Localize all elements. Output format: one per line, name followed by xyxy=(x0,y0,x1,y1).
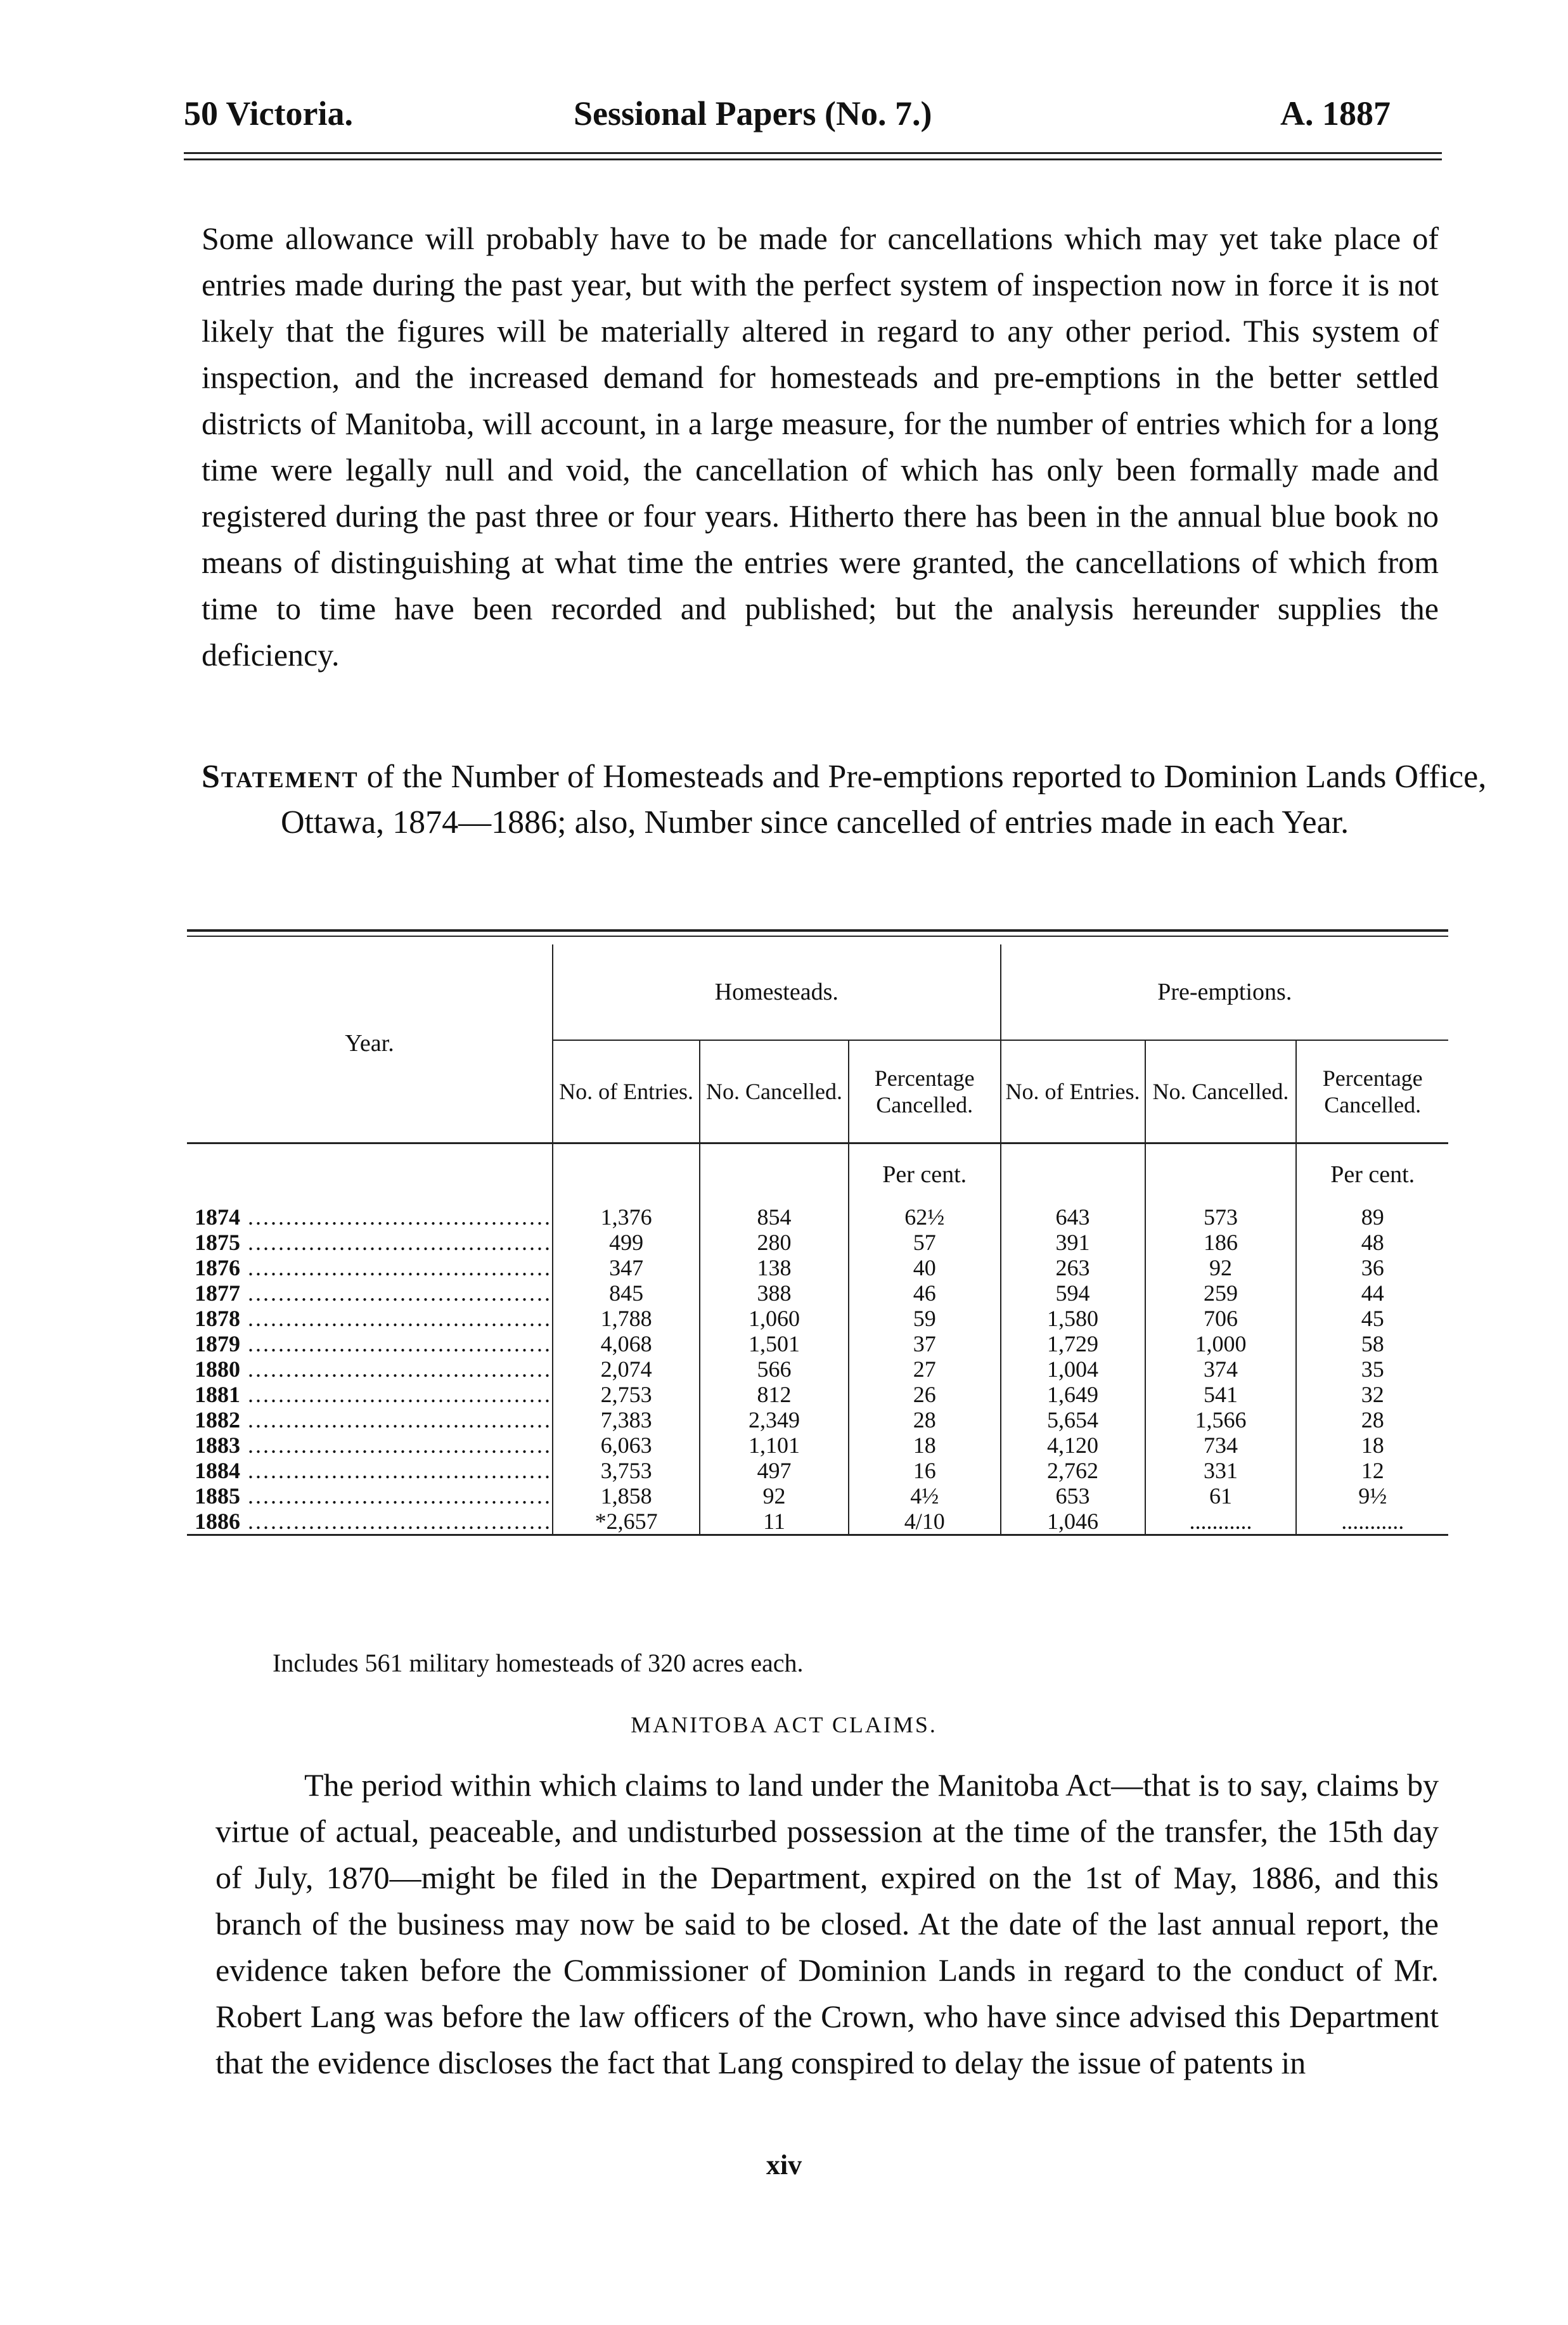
h-cancelled-cell: 280 xyxy=(700,1230,849,1255)
h-entries-cell: 1,788 xyxy=(553,1306,700,1331)
homesteads-group-header: Homesteads. xyxy=(553,944,1001,1040)
preemptions-group-header: Pre-emptions. xyxy=(1001,944,1448,1040)
table-row xyxy=(187,1509,1448,1535)
h-entries-cell: 4,068 xyxy=(553,1331,700,1356)
section-title: MANITOBA ACT CLAIMS. xyxy=(631,1712,937,1737)
year-cell xyxy=(187,1433,553,1458)
h-entries-cell: 2,753 xyxy=(553,1382,700,1407)
p-pct-cell: 89 xyxy=(1296,1204,1448,1230)
p-cancelled-cell: 186 xyxy=(1145,1230,1297,1255)
leader-dots: ........................................ xyxy=(240,1280,552,1306)
leader-dots: ........................................ xyxy=(240,1382,552,1407)
h-entries-cell: 1,376 xyxy=(553,1204,700,1230)
table-row xyxy=(187,1331,1448,1356)
year-value: 1877 xyxy=(195,1280,240,1306)
h-pct-cell: 37 xyxy=(849,1331,1001,1356)
year-value: 1878 xyxy=(195,1306,240,1331)
statistics-table xyxy=(187,944,1448,1536)
h-entries-cell: 1,858 xyxy=(553,1483,700,1509)
year-value: 1884 xyxy=(195,1458,240,1483)
h-pct-cell: 59 xyxy=(849,1306,1001,1331)
year-column-header: Year. xyxy=(345,1030,394,1057)
header-rule-bottom xyxy=(184,158,1442,160)
p-cancelled-cell: 734 xyxy=(1145,1433,1297,1458)
h-cancelled-cell: 566 xyxy=(700,1356,849,1382)
table-row xyxy=(187,1407,1448,1433)
p-entries-cell: 2,762 xyxy=(1001,1458,1145,1483)
h-entries-cell: 347 xyxy=(553,1255,700,1280)
table-footnote: Includes 561 military homesteads of 320 acres each. xyxy=(273,1649,804,1677)
p-pct-cell: 12 xyxy=(1296,1458,1448,1483)
year-cell xyxy=(187,1204,553,1230)
p-entries-cell: 1,046 xyxy=(1001,1509,1145,1535)
h-pct-cell: 4½ xyxy=(849,1483,1001,1509)
h-entries-cell: 7,383 xyxy=(553,1407,700,1433)
p-entries-cell: 1,004 xyxy=(1001,1356,1145,1382)
h-entries-cell: 3,753 xyxy=(553,1458,700,1483)
p-cancelled-cell: 1,000 xyxy=(1145,1331,1297,1356)
h-pct-cell: 16 xyxy=(849,1458,1001,1483)
p-entries-cell: 643 xyxy=(1001,1204,1145,1230)
year-cell xyxy=(187,1255,553,1280)
h-entries-cell: 845 xyxy=(553,1280,700,1306)
table-row xyxy=(187,1483,1448,1509)
preemptions-percentage-header: Percentage Cancelled. xyxy=(1296,1040,1448,1143)
h-cancelled-cell: 11 xyxy=(700,1509,849,1535)
table-row xyxy=(187,1433,1448,1458)
p-pct-cell: 35 xyxy=(1296,1356,1448,1382)
table-row xyxy=(187,1382,1448,1407)
year-cell xyxy=(187,1483,553,1509)
table-top-rule xyxy=(187,929,1448,932)
p-pct-cell: 28 xyxy=(1296,1407,1448,1433)
h-cancelled-cell: 1,501 xyxy=(700,1331,849,1356)
year-value: 1879 xyxy=(195,1331,240,1356)
year-value: 1874 xyxy=(195,1204,240,1230)
year-value: 1881 xyxy=(195,1382,240,1407)
h-cancelled-cell: 2,349 xyxy=(700,1407,849,1433)
p-pct-cell: 9½ xyxy=(1296,1483,1448,1509)
h-pct-cell: 40 xyxy=(849,1255,1001,1280)
year-cell xyxy=(187,1306,553,1331)
statement-text: of the Number of Homesteads and Pre-emptions reported to Dominion Lands Office, Ottawa, 1874—1886; also, Number since cancelled of entries made in each Year. xyxy=(281,759,1487,840)
table-row xyxy=(187,1230,1448,1255)
p-entries-cell: 594 xyxy=(1001,1280,1145,1306)
year-value: 1886 xyxy=(195,1509,240,1534)
h-cancelled-cell: 138 xyxy=(700,1255,849,1280)
p-entries-cell: 1,649 xyxy=(1001,1382,1145,1407)
h-cancelled-cell: 388 xyxy=(700,1280,849,1306)
h-pct-cell: 26 xyxy=(849,1382,1001,1407)
table-top-rule-thin xyxy=(187,936,1448,937)
homesteads-percentage-header: Percentage Cancelled. xyxy=(849,1040,1001,1143)
header-year: A. 1887 xyxy=(1280,94,1391,132)
p-cancelled-cell: 1,566 xyxy=(1145,1407,1297,1433)
p-cancelled-cell: 706 xyxy=(1145,1306,1297,1331)
h-entries-cell: 2,074 xyxy=(553,1356,700,1382)
p-entries-cell: 1,580 xyxy=(1001,1306,1145,1331)
h-cancelled-cell: 497 xyxy=(700,1458,849,1483)
year-cell xyxy=(187,1458,553,1483)
h-pct-cell: 62½ xyxy=(849,1204,1001,1230)
h-pct-cell: 57 xyxy=(849,1230,1001,1255)
page-number: xiv xyxy=(766,2149,802,2180)
year-value: 1883 xyxy=(195,1433,240,1458)
year-cell xyxy=(187,1356,553,1382)
leader-dots: ........................................ xyxy=(240,1230,552,1255)
p-cancelled-cell: ........... xyxy=(1145,1509,1297,1535)
leader-dots: ........................................ xyxy=(240,1433,552,1458)
unit-row xyxy=(187,1143,1448,1205)
h-cancelled-cell: 812 xyxy=(700,1382,849,1407)
h-pct-cell: 18 xyxy=(849,1433,1001,1458)
leader-dots: ........................................ xyxy=(240,1331,552,1356)
p-entries-cell: 391 xyxy=(1001,1230,1145,1255)
manitoba-claims-paragraph: The period within which claims to land under the Manitoba Act—that is to say, claims by virtue of actual, peaceable, and undisturbed possession at the time of the transfer, the 15th day of July, 1870—might be filed in the Department, expired on the 1st of May, 1886, and this branch of the business may now be said to be closed. At the date of the last annual report, the evidence taken before the Commissioner of Dominion Lands in regard to the conduct of Mr. Robert Lang was before the law officers of the Crown, who have since advised this Department that the evidence discloses the fact that Lang conspired to delay the issue of patents in xyxy=(215,1767,1439,2080)
table-row xyxy=(187,1356,1448,1382)
header-title: Sessional Papers (No. 7.) xyxy=(574,94,932,132)
year-value: 1882 xyxy=(195,1407,240,1433)
leader-dots: ........................................ xyxy=(240,1509,552,1534)
intro-paragraph: Some allowance will probably have to be made for cancellations which may yet take place of entries made during the past year, but with the perfect system of inspection now in force it is not likely that the figures will be materially altered in regard to any other period. This system of inspection, and the increased demand for homesteads and pre-emptions in the better settled districts of Manitoba, will account, in a large measure, for the number of entries which for a long time were legally null and void, the cancellation of which has only been formally made and registered during the past three or four years. Hitherto there has been in the annual blue book no means of distinguishing at what time the entries were granted, the cancellations of which from time to time have been recorded and published; but the analysis hereunder supplies the deficiency. xyxy=(202,221,1439,673)
p-cancelled-cell: 331 xyxy=(1145,1458,1297,1483)
p-pct-cell: 32 xyxy=(1296,1382,1448,1407)
statement-heading xyxy=(202,754,1518,846)
year-cell xyxy=(187,1407,553,1433)
h-cancelled-cell: 1,101 xyxy=(700,1433,849,1458)
p-entries-cell: 4,120 xyxy=(1001,1433,1145,1458)
h-cancelled-cell: 1,060 xyxy=(700,1306,849,1331)
table-row xyxy=(187,1280,1448,1306)
leader-dots: ........................................ xyxy=(240,1483,552,1509)
h-pct-cell: 4/10 xyxy=(849,1509,1001,1535)
p-entries-cell: 653 xyxy=(1001,1483,1145,1509)
h-entries-cell: 499 xyxy=(553,1230,700,1255)
p-pct-cell: ........... xyxy=(1296,1509,1448,1535)
h-cancelled-cell: 854 xyxy=(700,1204,849,1230)
leader-dots: ........................................ xyxy=(240,1356,552,1382)
table-row xyxy=(187,1306,1448,1331)
p-cancelled-cell: 259 xyxy=(1145,1280,1297,1306)
leader-dots: ........................................ xyxy=(240,1458,552,1483)
leader-dots: ........................................ xyxy=(240,1306,552,1331)
p-entries-cell: 5,654 xyxy=(1001,1407,1145,1433)
table-row xyxy=(187,1458,1448,1483)
year-cell xyxy=(187,1331,553,1356)
h-pct-cell: 28 xyxy=(849,1407,1001,1433)
p-entries-cell: 1,729 xyxy=(1001,1331,1145,1356)
homesteads-unit-label: Per cent. xyxy=(849,1143,1001,1205)
table-group-header-row xyxy=(187,944,1448,1040)
p-pct-cell: 36 xyxy=(1296,1255,1448,1280)
leader-dots: ........................................ xyxy=(240,1255,552,1280)
p-cancelled-cell: 92 xyxy=(1145,1255,1297,1280)
p-entries-cell: 263 xyxy=(1001,1255,1145,1280)
p-pct-cell: 45 xyxy=(1296,1306,1448,1331)
p-pct-cell: 18 xyxy=(1296,1433,1448,1458)
year-value: 1876 xyxy=(195,1255,240,1280)
p-cancelled-cell: 573 xyxy=(1145,1204,1297,1230)
h-pct-cell: 27 xyxy=(849,1356,1001,1382)
preemptions-unit-label: Per cent. xyxy=(1296,1143,1448,1205)
year-cell xyxy=(187,1280,553,1306)
p-pct-cell: 58 xyxy=(1296,1331,1448,1356)
h-pct-cell: 46 xyxy=(849,1280,1001,1306)
leader-dots: ........................................ xyxy=(240,1204,552,1230)
year-cell xyxy=(187,1509,553,1535)
preemptions-entries-header: No. of Entries. xyxy=(1001,1040,1145,1143)
p-pct-cell: 48 xyxy=(1296,1230,1448,1255)
table-row xyxy=(187,1204,1448,1230)
h-entries-cell: *2,657 xyxy=(553,1509,700,1535)
table-row xyxy=(187,1255,1448,1280)
h-entries-cell: 6,063 xyxy=(553,1433,700,1458)
header-session: 50 Victoria. xyxy=(184,94,353,132)
homesteads-entries-header: No. of Entries. xyxy=(553,1040,700,1143)
p-pct-cell: 44 xyxy=(1296,1280,1448,1306)
homesteads-cancelled-header: No. Cancelled. xyxy=(700,1040,849,1143)
header-rule-top xyxy=(184,152,1442,154)
year-cell xyxy=(187,1230,553,1255)
p-cancelled-cell: 374 xyxy=(1145,1356,1297,1382)
leader-dots: ........................................ xyxy=(240,1407,552,1433)
year-value: 1880 xyxy=(195,1356,240,1382)
year-value: 1885 xyxy=(195,1483,240,1509)
statement-lead: Statement xyxy=(202,759,359,795)
year-value: 1875 xyxy=(195,1230,240,1255)
year-cell xyxy=(187,1382,553,1407)
preemptions-cancelled-header: No. Cancelled. xyxy=(1145,1040,1297,1143)
p-cancelled-cell: 61 xyxy=(1145,1483,1297,1509)
h-cancelled-cell: 92 xyxy=(700,1483,849,1509)
p-cancelled-cell: 541 xyxy=(1145,1382,1297,1407)
